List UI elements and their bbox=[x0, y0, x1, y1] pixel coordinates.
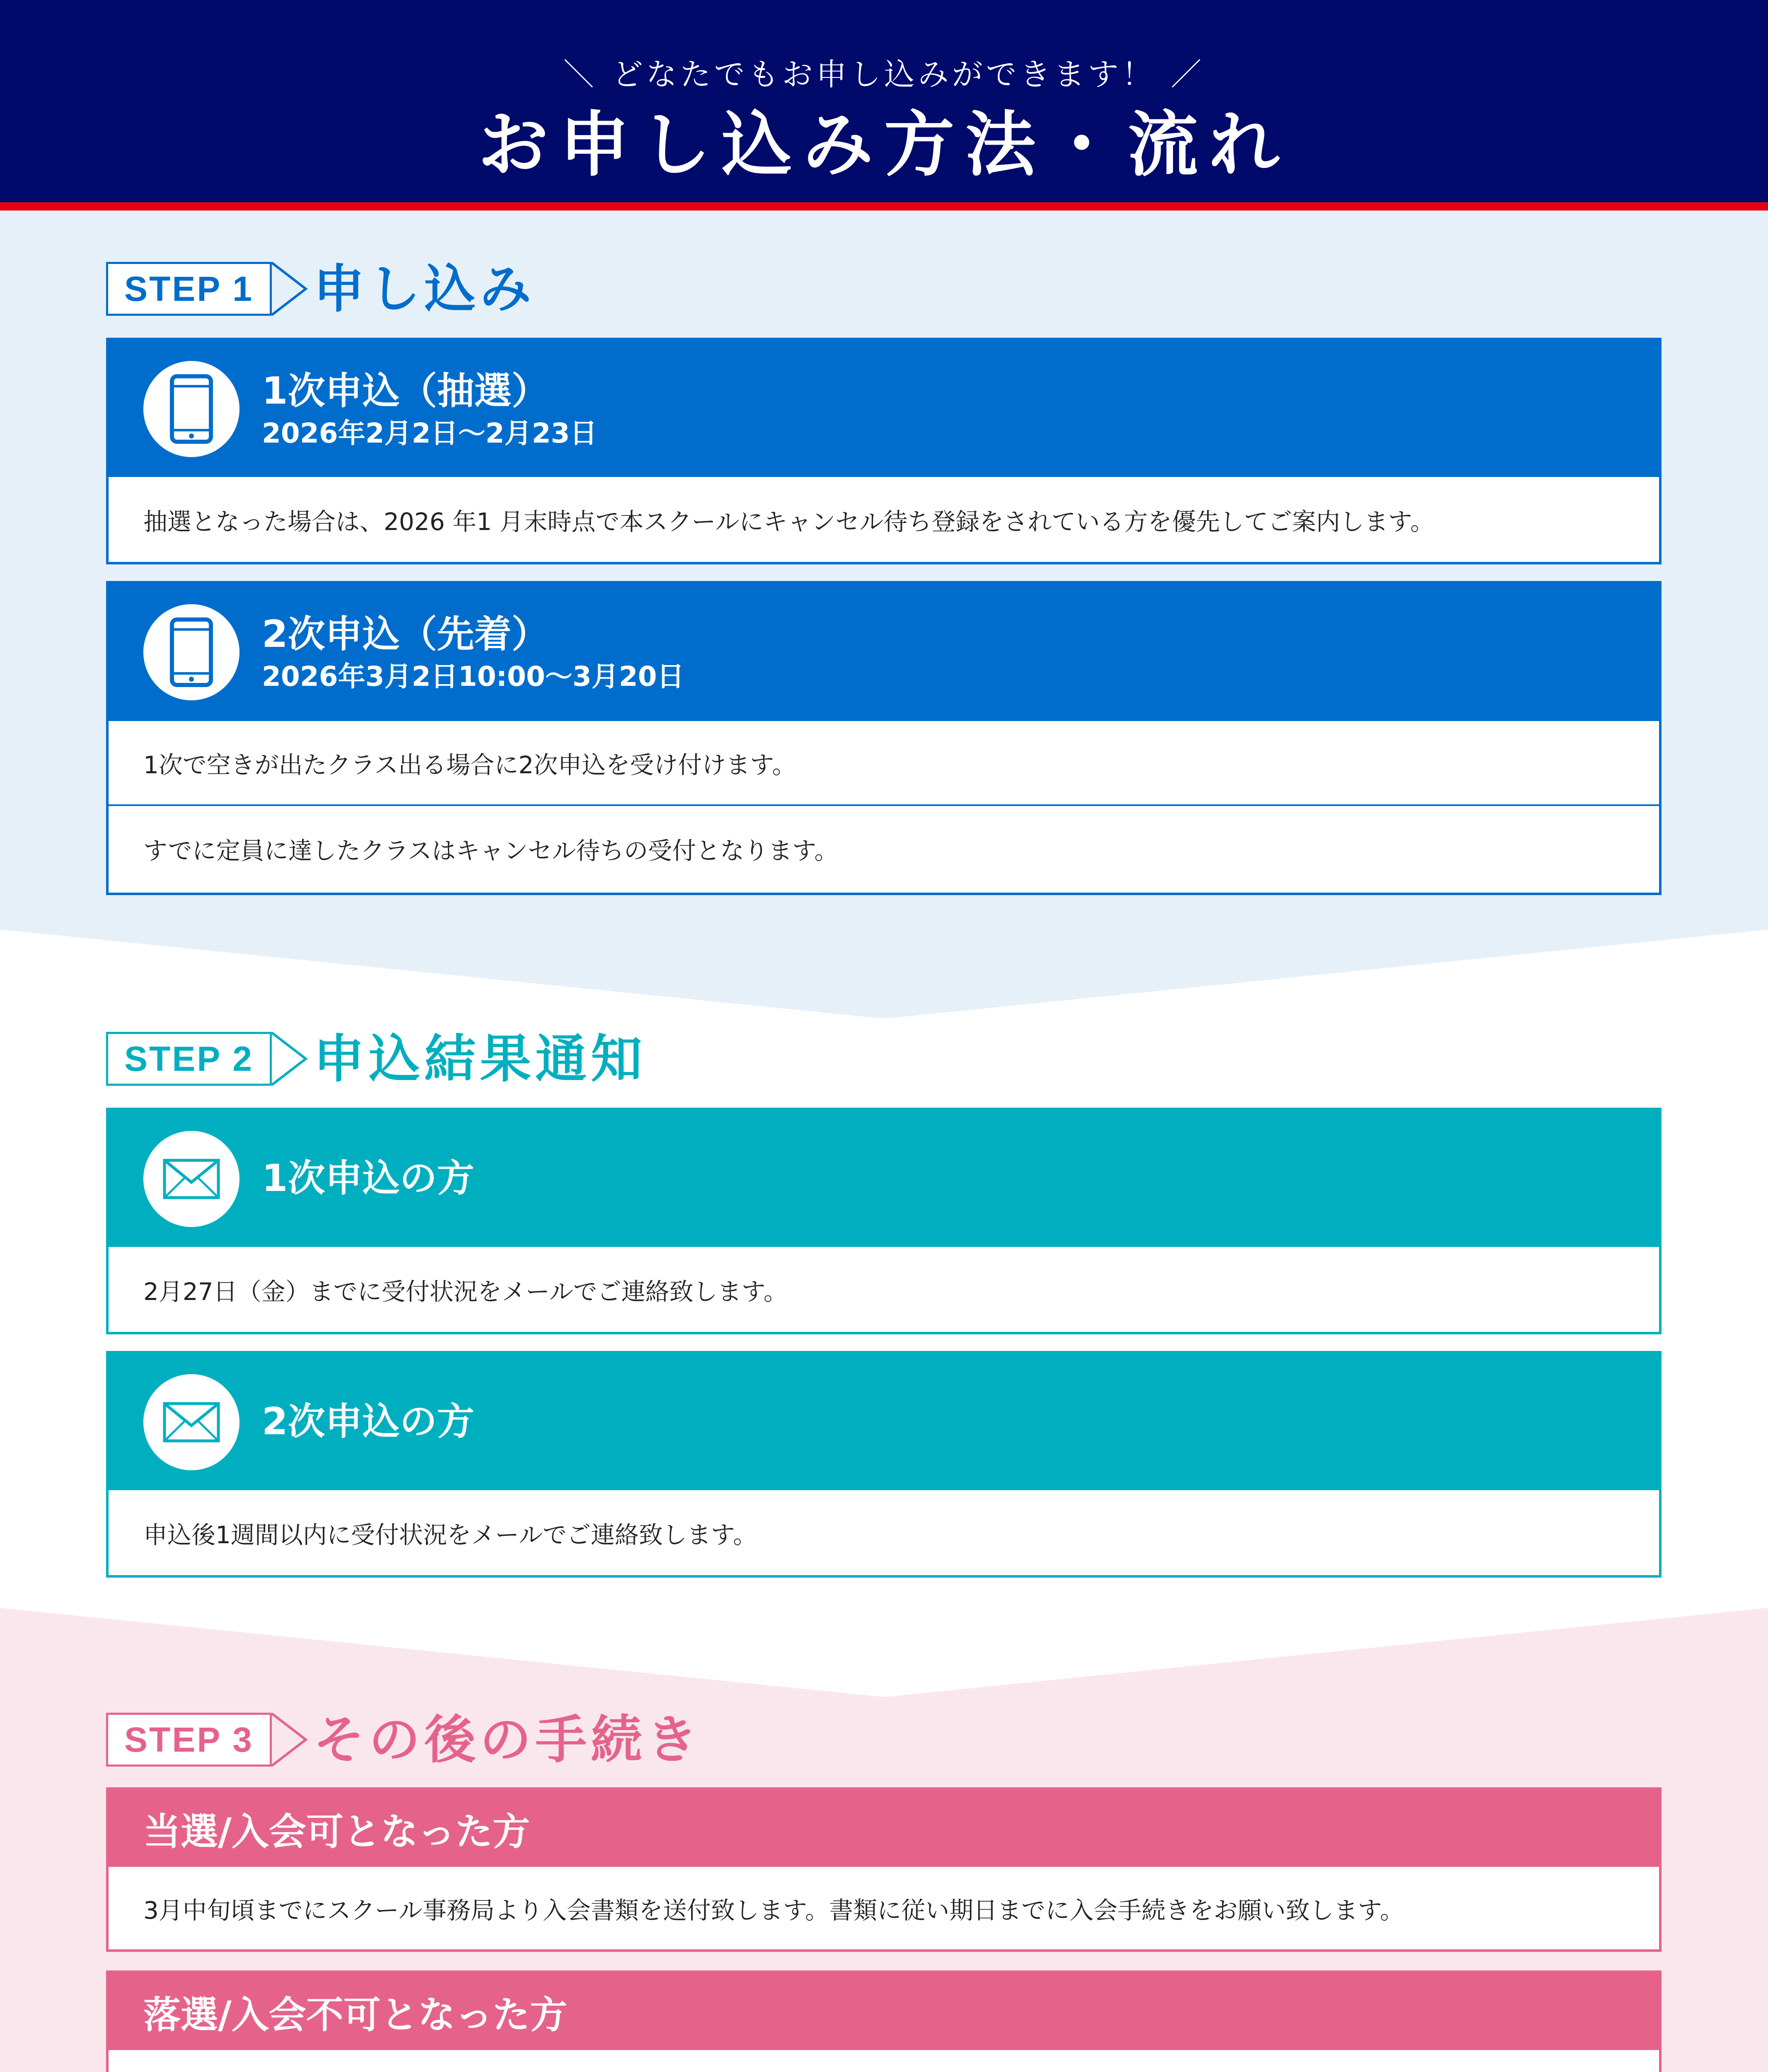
step1-card-second-application bbox=[106, 581, 1662, 895]
step3-badge: STEP 3 bbox=[106, 1713, 272, 1767]
card-header bbox=[109, 1353, 1659, 1490]
chevron-right-icon bbox=[272, 262, 309, 316]
card-title: 落選/入会不可となった方 bbox=[109, 1973, 1659, 2050]
step1-badge: STEP 1 bbox=[106, 262, 272, 316]
step1-card-first-application bbox=[106, 338, 1662, 564]
card-text: 申込後1週間以内に受付状況をメールでご連絡致します。 bbox=[143, 1520, 757, 1549]
header-accent-line bbox=[0, 202, 1768, 211]
card-text: 抽選となった場合は、2026 年1 月末時点で本スクールにキャンセル待ち登録をされている方を優先してご案内します。 bbox=[143, 507, 1434, 536]
smartphone-icon bbox=[169, 374, 214, 444]
step2-badge: STEP 2 bbox=[106, 1032, 272, 1086]
chevron-right-icon bbox=[272, 1713, 309, 1767]
icon-circle bbox=[143, 361, 239, 457]
card-header bbox=[109, 1110, 1659, 1247]
step3-title: その後の手続き bbox=[313, 1710, 702, 1770]
icon-circle bbox=[143, 604, 239, 700]
step2-card-first-notice bbox=[106, 1108, 1662, 1334]
step3-card-rejected bbox=[106, 1970, 1662, 2072]
step2-title: 申込結果通知 bbox=[313, 1029, 647, 1089]
icon-circle bbox=[143, 1374, 239, 1470]
card-header bbox=[109, 583, 1659, 721]
card-text: 3月中旬頃までにスクール事務局より入会書類を送付致します。書類に従い期日までに入会手続きをお願い致します。 bbox=[143, 1896, 1404, 1924]
card-text: 1次で空きが出たクラス出る場合に2次申込を受け付けます。 bbox=[109, 721, 1659, 806]
card-text: すでに定員に達したクラスはキャンセル待ちの受付となります。 bbox=[143, 836, 839, 865]
card-title: 当選/入会可となった方 bbox=[109, 1790, 1659, 1867]
page-title: お申し込み方法・流れ bbox=[478, 104, 1290, 186]
card-text bbox=[109, 2050, 1659, 2072]
card-title: 2次申込（先着） bbox=[262, 612, 549, 656]
header-subtitle: ＼ どなたでもお申し込みができます！ ／ bbox=[0, 54, 1768, 95]
card-title: 1次申込（抽選） bbox=[262, 369, 549, 413]
smartphone-icon bbox=[169, 617, 214, 687]
slash-right-decoration: ／ bbox=[1171, 57, 1205, 92]
card-date: 2026年2月2日〜2月23日 bbox=[262, 417, 597, 449]
card-title: 1次申込の方 bbox=[262, 1157, 474, 1200]
step2-card-second-notice bbox=[106, 1351, 1662, 1578]
step3-card-accepted bbox=[106, 1787, 1662, 1952]
slash-left-decoration: ＼ bbox=[563, 57, 597, 92]
icon-circle bbox=[143, 1131, 239, 1227]
card-title: 2次申込の方 bbox=[262, 1400, 474, 1443]
card-date: 2026年3月2日10:00〜3月20日 bbox=[262, 661, 684, 692]
card-header bbox=[109, 340, 1659, 477]
card-text: 2月27日（金）までに受付状況をメールでご連絡致します。 bbox=[143, 1277, 788, 1306]
step1-title: 申し込み bbox=[313, 259, 536, 319]
chevron-right-icon bbox=[272, 1032, 309, 1086]
envelope-icon bbox=[162, 1158, 220, 1200]
envelope-icon bbox=[162, 1402, 220, 1443]
